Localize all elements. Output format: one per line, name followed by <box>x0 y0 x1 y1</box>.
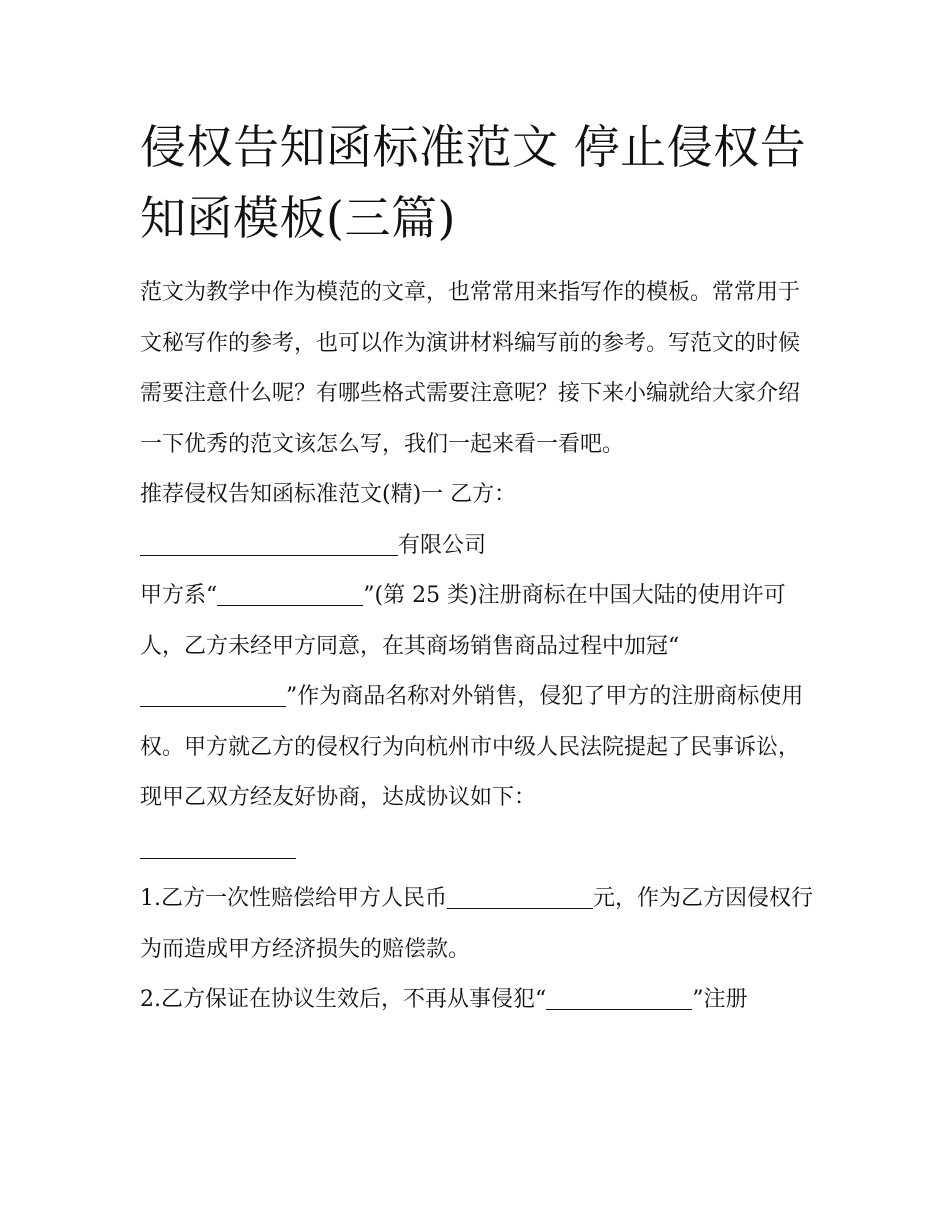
separator-line <box>140 824 816 875</box>
paragraph-infringement-part-b: ”(第 25 类)注册商标在中国大陆的使用许可人，乙方未经甲方同意，在其商场销售商品过程中加冠“ <box>140 583 786 659</box>
clause-1 <box>140 874 816 975</box>
clause-2-part-b: ”注册 <box>692 987 748 1012</box>
intro-paragraph: 范文为教学中作为模范的文章，也常常用来指写作的模板。常常用于文秘写作的参考，也可以作为演讲材料编写前的参考。写范文的时候需要注意什么呢？有哪些格式需要注意呢？接下来小编就给大家介绍一下优秀的范文该怎么写，我们一起来看一看吧。 <box>140 280 801 457</box>
company-line <box>140 521 816 572</box>
clause-1-part-b: 元，作为乙方因侵权行为而造成甲方经济损失的赔偿款。 <box>140 886 814 962</box>
paragraph-infringement-part-c: ”作为商品名称对外销售，侵犯了甲方的注册商标使用权。甲方就乙方的侵权行为向杭州市中级人民法院提起了民事诉讼，现甲乙双方经友好协商，达成协议如下： <box>140 684 804 810</box>
amount-blank <box>447 880 593 909</box>
document-body <box>140 112 816 1026</box>
separator-blank <box>140 830 296 859</box>
company-suffix: 有限公司 <box>398 532 487 558</box>
paragraph-infringement-part-a: 甲方系“ <box>140 583 218 608</box>
product-name-blank <box>140 678 286 707</box>
document-title: 侵权告知函标准范文 停止侵权告知函模板(三篇) <box>140 120 807 245</box>
clause-1-part-a: 1.乙方一次性赔偿给甲方人民币 <box>140 886 447 911</box>
clause-2 <box>140 975 816 1026</box>
trademark-blank-2 <box>546 981 692 1010</box>
company-name-blank <box>140 527 398 556</box>
trademark-blank <box>217 577 363 606</box>
section-heading: 推荐侵权告知函标准范文(精)一 乙方： <box>140 482 517 507</box>
clause-2-part-a: 2.乙方保证在协议生效后，不再从事侵犯“ <box>140 987 547 1012</box>
paragraph-infringement <box>140 571 816 824</box>
